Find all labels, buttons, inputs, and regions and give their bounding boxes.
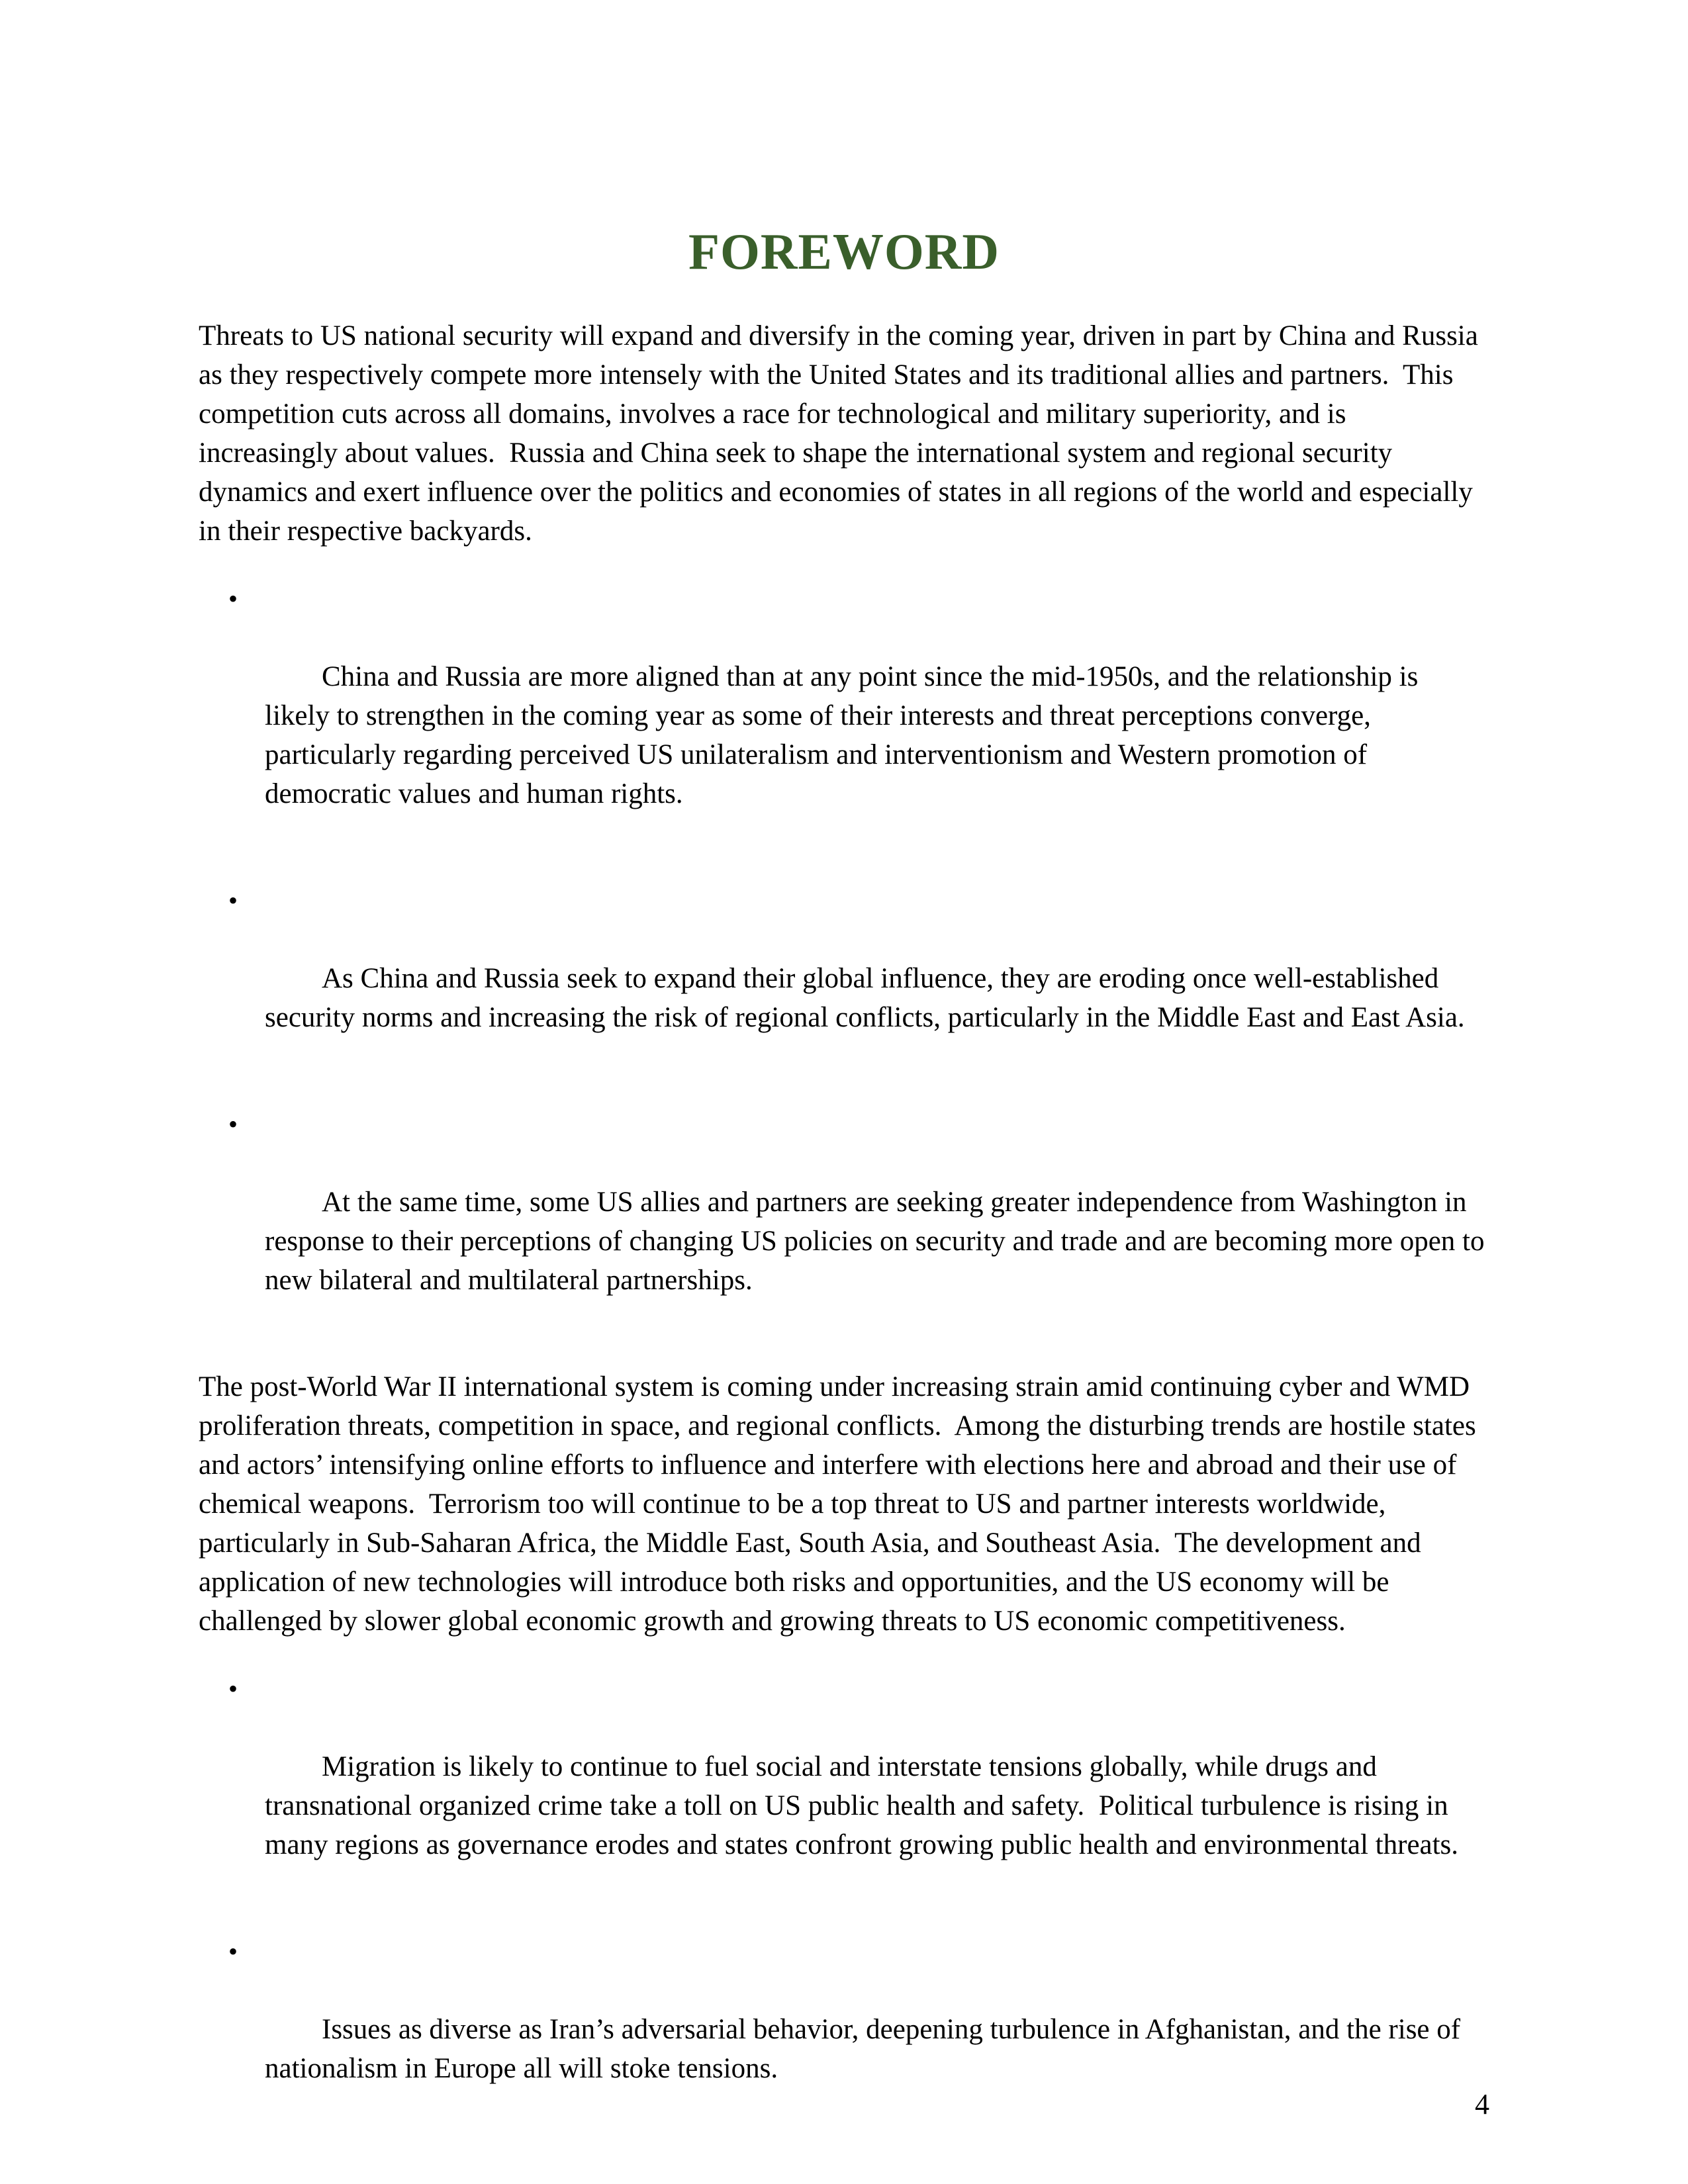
page-title: FOREWORD bbox=[688, 223, 1000, 280]
bullet-text: At the same time, some US allies and partners are seeking greater independence from Washington in response to their perceptions of changing US policies on security and trade and are becoming more open to new bilateral and multilateral partnerships. bbox=[265, 1187, 1492, 1296]
bullet-item bbox=[228, 1932, 1489, 2127]
bullet-item bbox=[228, 579, 1489, 852]
paragraph-middle: The post-World War II international system is coming under increasing strain amid continuing cyber and WMD proliferation threats, competition in space, and regional conflicts. Among the disturbing trends are hostile states and actors’ intensifying online efforts to influence and interfere with elections here and abroad and their use of chemical weapons. Terrorism too will continue to be a top threat to US and partner interests worldwide, particularly in Sub-Saharan Africa, the Middle East, South Asia, and Southeast Asia. The development and application of new technologies will introduce both risks and opportunities, and the US economy will be challenged by slower global economic growth and growing threats to US economic competitiveness. bbox=[199, 1371, 1483, 1637]
bullet-text: China and Russia are more aligned than at any point since the mid-1950s, and the relationship is likely to strengthen in the coming year as some of their interests and threat perceptions converge, particularly regarding perceived US unilateralism and interventionism and Western promotion of democratic values and human rights. bbox=[265, 661, 1426, 809]
bullet-text: Migration is likely to continue to fuel social and interstate tensions globally, while drugs and transnational organized crime take a toll on US public health and safety. Political turbulence is rising in many regions as governance erodes and states confront growing public health and environmental threats. bbox=[265, 1751, 1459, 1860]
bullet-item bbox=[228, 881, 1489, 1076]
bullet-text: Issues as diverse as Iran’s adversarial behavior, deepening turbulence in Afghanistan, and the rise of nationalism in Europe all will stoke tensions. bbox=[265, 2014, 1468, 2084]
bullet-item bbox=[228, 1105, 1492, 1339]
bullet-text: As China and Russia seek to expand their global influence, they are eroding once well-established security norms and increasing the risk of regional conflicts, particularly in the Middle East and East Asia. bbox=[265, 963, 1465, 1033]
bullet-icon: • bbox=[228, 1936, 238, 1966]
bullet-icon: • bbox=[228, 886, 238, 915]
bullet-icon: • bbox=[228, 1674, 238, 1704]
bullet-list-2 bbox=[199, 1669, 1489, 2127]
bullet-icon: • bbox=[228, 1109, 238, 1139]
bullet-item bbox=[228, 1669, 1489, 1903]
bullet-list-1 bbox=[199, 579, 1492, 1339]
bullet-icon: • bbox=[228, 584, 238, 614]
paragraph-intro: Threats to US national security will expand and diversify in the coming year, driven in part by China and Russia as they respectively compete more intensely with the United States and its traditional allies and partners. This competition cuts across all domains, involves a race for technological and military superiority, and is increasingly about values. Russia and China seek to shape the international system and regional security dynamics and exert influence over the politics and economies of states in all regions of the world and especially in their respective backyards. bbox=[199, 320, 1485, 547]
page-number: 4 bbox=[1475, 2088, 1489, 2120]
